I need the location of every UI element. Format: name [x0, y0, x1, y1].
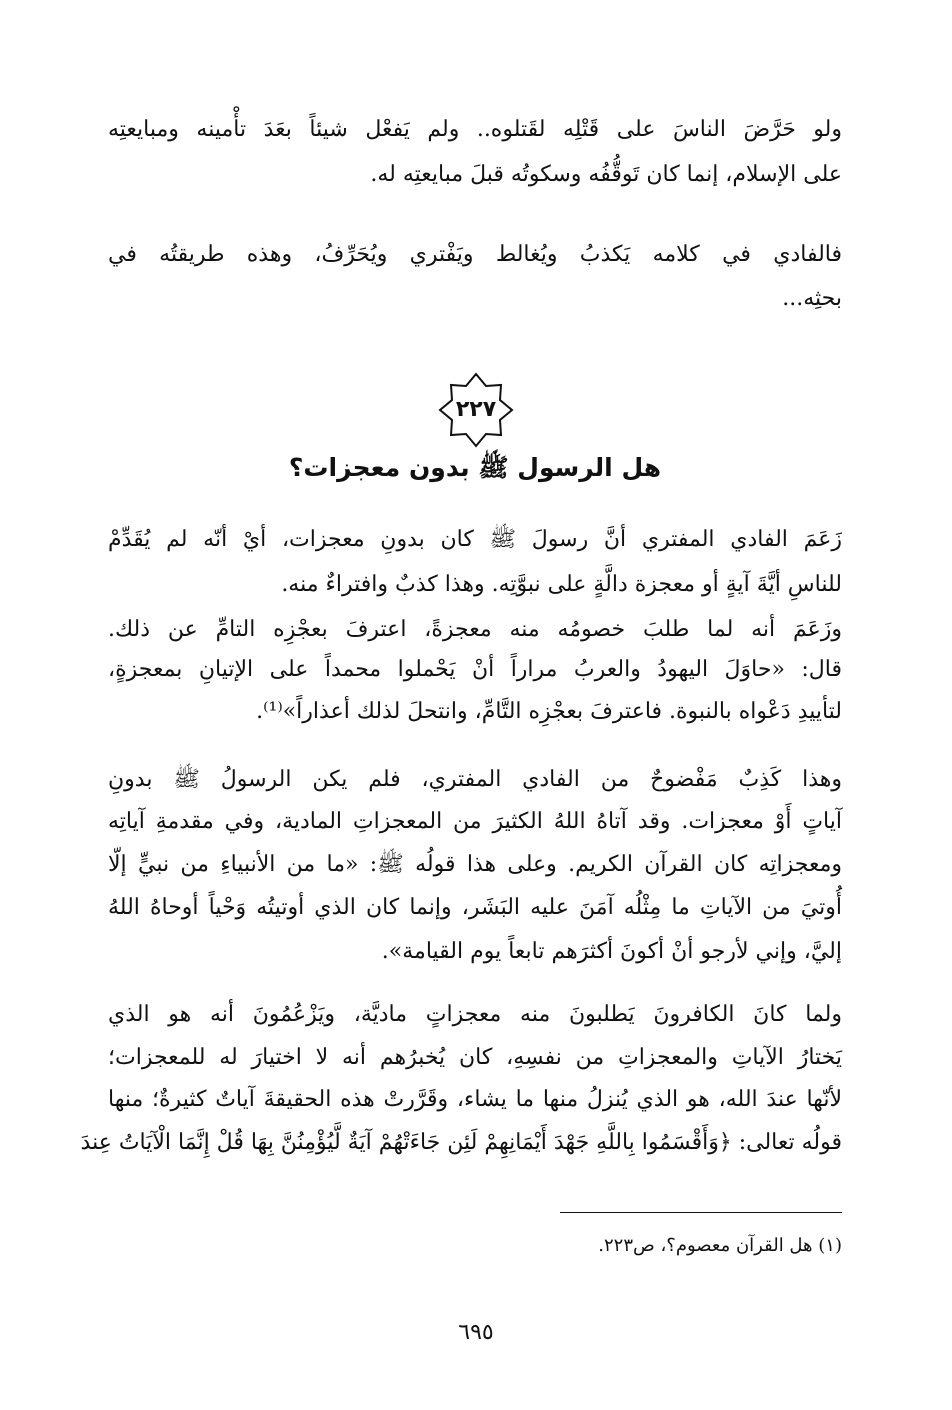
text-line: بحثِه...: [782, 286, 842, 311]
text-line: آياتٍ أَوْ معجزات. وقد آتاهُ اللهُ الكثيرَ من المعجزاتِ المادية، وفي مقدمةِ آياتِه: [108, 809, 842, 834]
footnote-divider: [560, 1212, 842, 1213]
text-line: ولما كانَ الكافرونَ يَطلبونَ منه معجزاتٍ ماديَّة، ويَزْعُمُونَ أنه هو الذي: [108, 1002, 842, 1027]
section-title: هل الرسول ﷺ بدون معجزات؟: [288, 453, 662, 482]
text-line: على الإسلام، إنما كان تَوقُّفُه وسكوتُه قبلَ مبايعتِه له.: [370, 162, 842, 187]
section-number-badge: [438, 372, 514, 448]
text-line: وزَعَمَ أنه لما طلبَ خصومُه منه معجزةً، اعترفَ بعجْزِه التامِّ عن ذلك.: [108, 617, 842, 642]
text-line: يَختارُ الآياتِ والمعجزاتِ من نفسِهِ، كان يُخبرُهم أنه لا اختيارَ له للمعجزات؛: [108, 1045, 842, 1070]
text-line: لتأييدِ دَعْواه بالنبوة. فاعترفَ بعجْزِه التَّامِّ، وانتحلَ لذلك أعذاراً»⁽¹⁾.: [256, 699, 842, 724]
text-line: قال: «حاوَلَ اليهودُ والعربُ مراراً أنْ يَحْملوا محمداً على الإتيانِ بمعجزةٍ،: [108, 657, 842, 682]
text-line: أُوتيَ من الآياتِ ما مِثْلُه آمَنَ عليه البَشَر، وإنما كان الذي أوتيتُه وَحْياً أوحاهُ اللهُ: [108, 895, 842, 920]
text-line: فالفادي في كلامه يَكذبُ ويُغالط ويَفْتري ويُحَرِّفُ، وهذه طريقتُه في: [108, 242, 842, 267]
text-line: إليَّ، وإني لأرجو أنْ أكونَ أكثرَهم تابعاً يوم القيامة».: [381, 939, 842, 964]
text-line: زَعَمَ الفادي المفتري أنَّ رسولَ ﷺ كان بدونِ معجزات، أيْ أنّه لم يُقَدِّمْ: [108, 527, 842, 552]
text-line: ومعجزاتِه كان القرآن الكريم. وعلى هذا قولُه ﷺ: «ما من الأنبياءِ من نبيٍّ إلّا: [108, 852, 842, 877]
page-number: ٦٩٥: [458, 1320, 494, 1345]
text-line: ولو حَرَّضَ الناسَ على قَتْلِه لقَتلوه.. ولم يَفعْل شيئاً بعَدَ تأْمينه ومبايعتِه: [108, 117, 842, 142]
text-line: قولُه تعالى: ﴿وَأَقْسَمُوا بِاللَّهِ جَهْدَ أَيْمَانِهِمْ لَئِن جَاءَتْهُمْ آيَةٌ لَّيُؤْمِنُنَّ بِهَا قُلْ إِنَّمَا الْآيَاتُ عِندَ: [80, 1130, 842, 1155]
text-line: لأنّها عندَ الله، هو الذي يُنزلُ منها ما يشاء، وقَرَّرتْ هذه الحقيقةَ آياتٌ كثيرةٌ؛ منها: [108, 1087, 842, 1112]
section-number: ٢٢٧: [455, 397, 497, 422]
footnote: (١) هل القرآن معصوم؟، ص٢٢٣.: [598, 1235, 842, 1256]
text-line: وهذا كَذِبٌ مَفْضوحٌ من الفادي المفتري، فلم يكن الرسولُ ﷺ بدونِ: [108, 767, 842, 792]
text-line: للناسِ أيَّةَ آيةٍ أو معجزة دالَّةٍ على نبوَّتِه. وهذا كذبٌ وافتراءٌ منه.: [281, 572, 842, 597]
